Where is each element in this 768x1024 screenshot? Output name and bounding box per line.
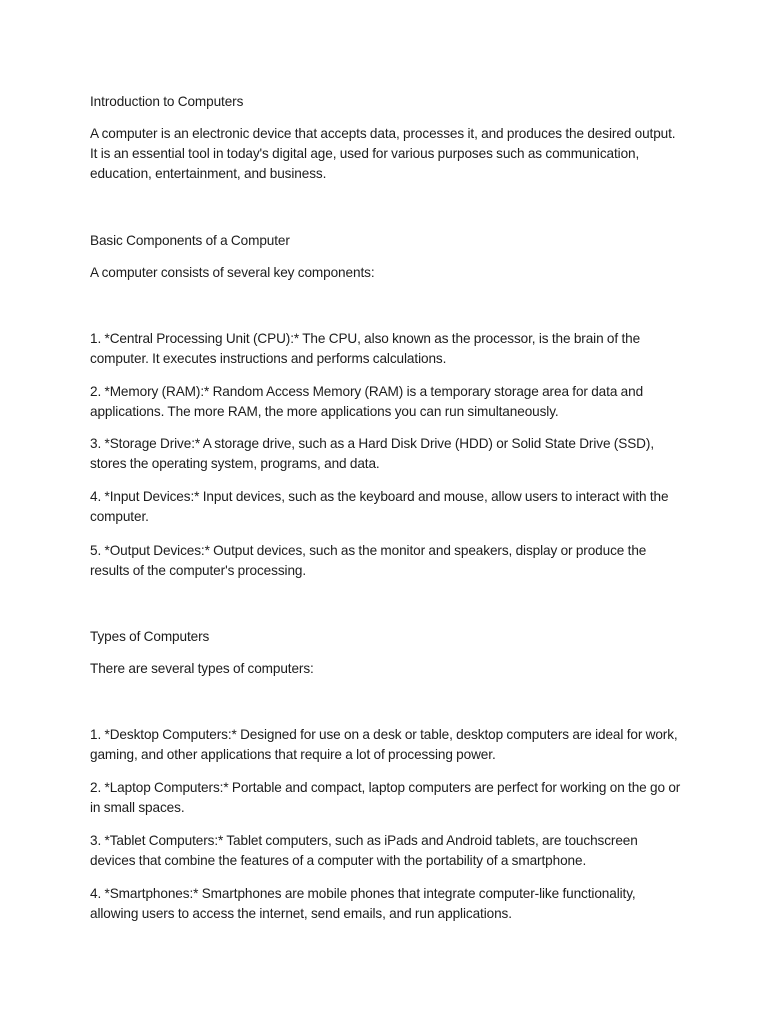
paragraph-components-intro: A computer consists of several key components: <box>90 265 375 280</box>
list-item-tablet: 3. *Tablet Computers:* Tablet computers, such as iPads and Android tablets, are touchscreen devices that combine the features of a computer with the portability of a smartphone. <box>90 833 638 868</box>
list-item-cpu: 1. *Central Processing Unit (CPU):* The CPU, also known as the processor, is the brain of the computer. It executes instructions and performs calculations. <box>90 331 641 366</box>
section-heading-introduction: Introduction to Computers <box>90 94 244 109</box>
list-item-smartphones: 4. *Smartphones:* Smartphones are mobile phones that integrate computer-like functionality, allowing users to access the internet, send emails, and run applications. <box>90 886 636 921</box>
list-item-storage: 3. *Storage Drive:* A storage drive, such as a Hard Disk Drive (HDD) or Solid State Drive (SSD), stores the operating system, programs, and data. <box>90 436 654 471</box>
list-item-desktop: 1. *Desktop Computers:* Designed for use on a desk or table, desktop computers are ideal for work, gaming, and other applications that require a lot of processing power. <box>90 727 678 762</box>
paragraph-types-intro: There are several types of computers: <box>90 661 314 676</box>
list-item-input-devices: 4. *Input Devices:* Input devices, such as the keyboard and mouse, allow users to interact with the computer. <box>90 489 669 524</box>
section-heading-types: Types of Computers <box>90 629 210 644</box>
paragraph-introduction: A computer is an electronic device that accepts data, processes it, and produces the desired output. It is an essential tool in today's digital age, used for various purposes such as communication, education, entertainment, and business. <box>90 126 676 181</box>
section-heading-components: Basic Components of a Computer <box>90 233 290 248</box>
list-item-memory: 2. *Memory (RAM):* Random Access Memory (RAM) is a temporary storage area for data and applications. The more RAM, the more applications you can run simultaneously. <box>90 384 644 419</box>
list-item-output-devices: 5. *Output Devices:* Output devices, such as the monitor and speakers, display or produce the results of the computer's processing. <box>90 543 647 578</box>
list-item-laptop: 2. *Laptop Computers:* Portable and compact, laptop computers are perfect for working on the go or in small spaces. <box>90 780 681 815</box>
